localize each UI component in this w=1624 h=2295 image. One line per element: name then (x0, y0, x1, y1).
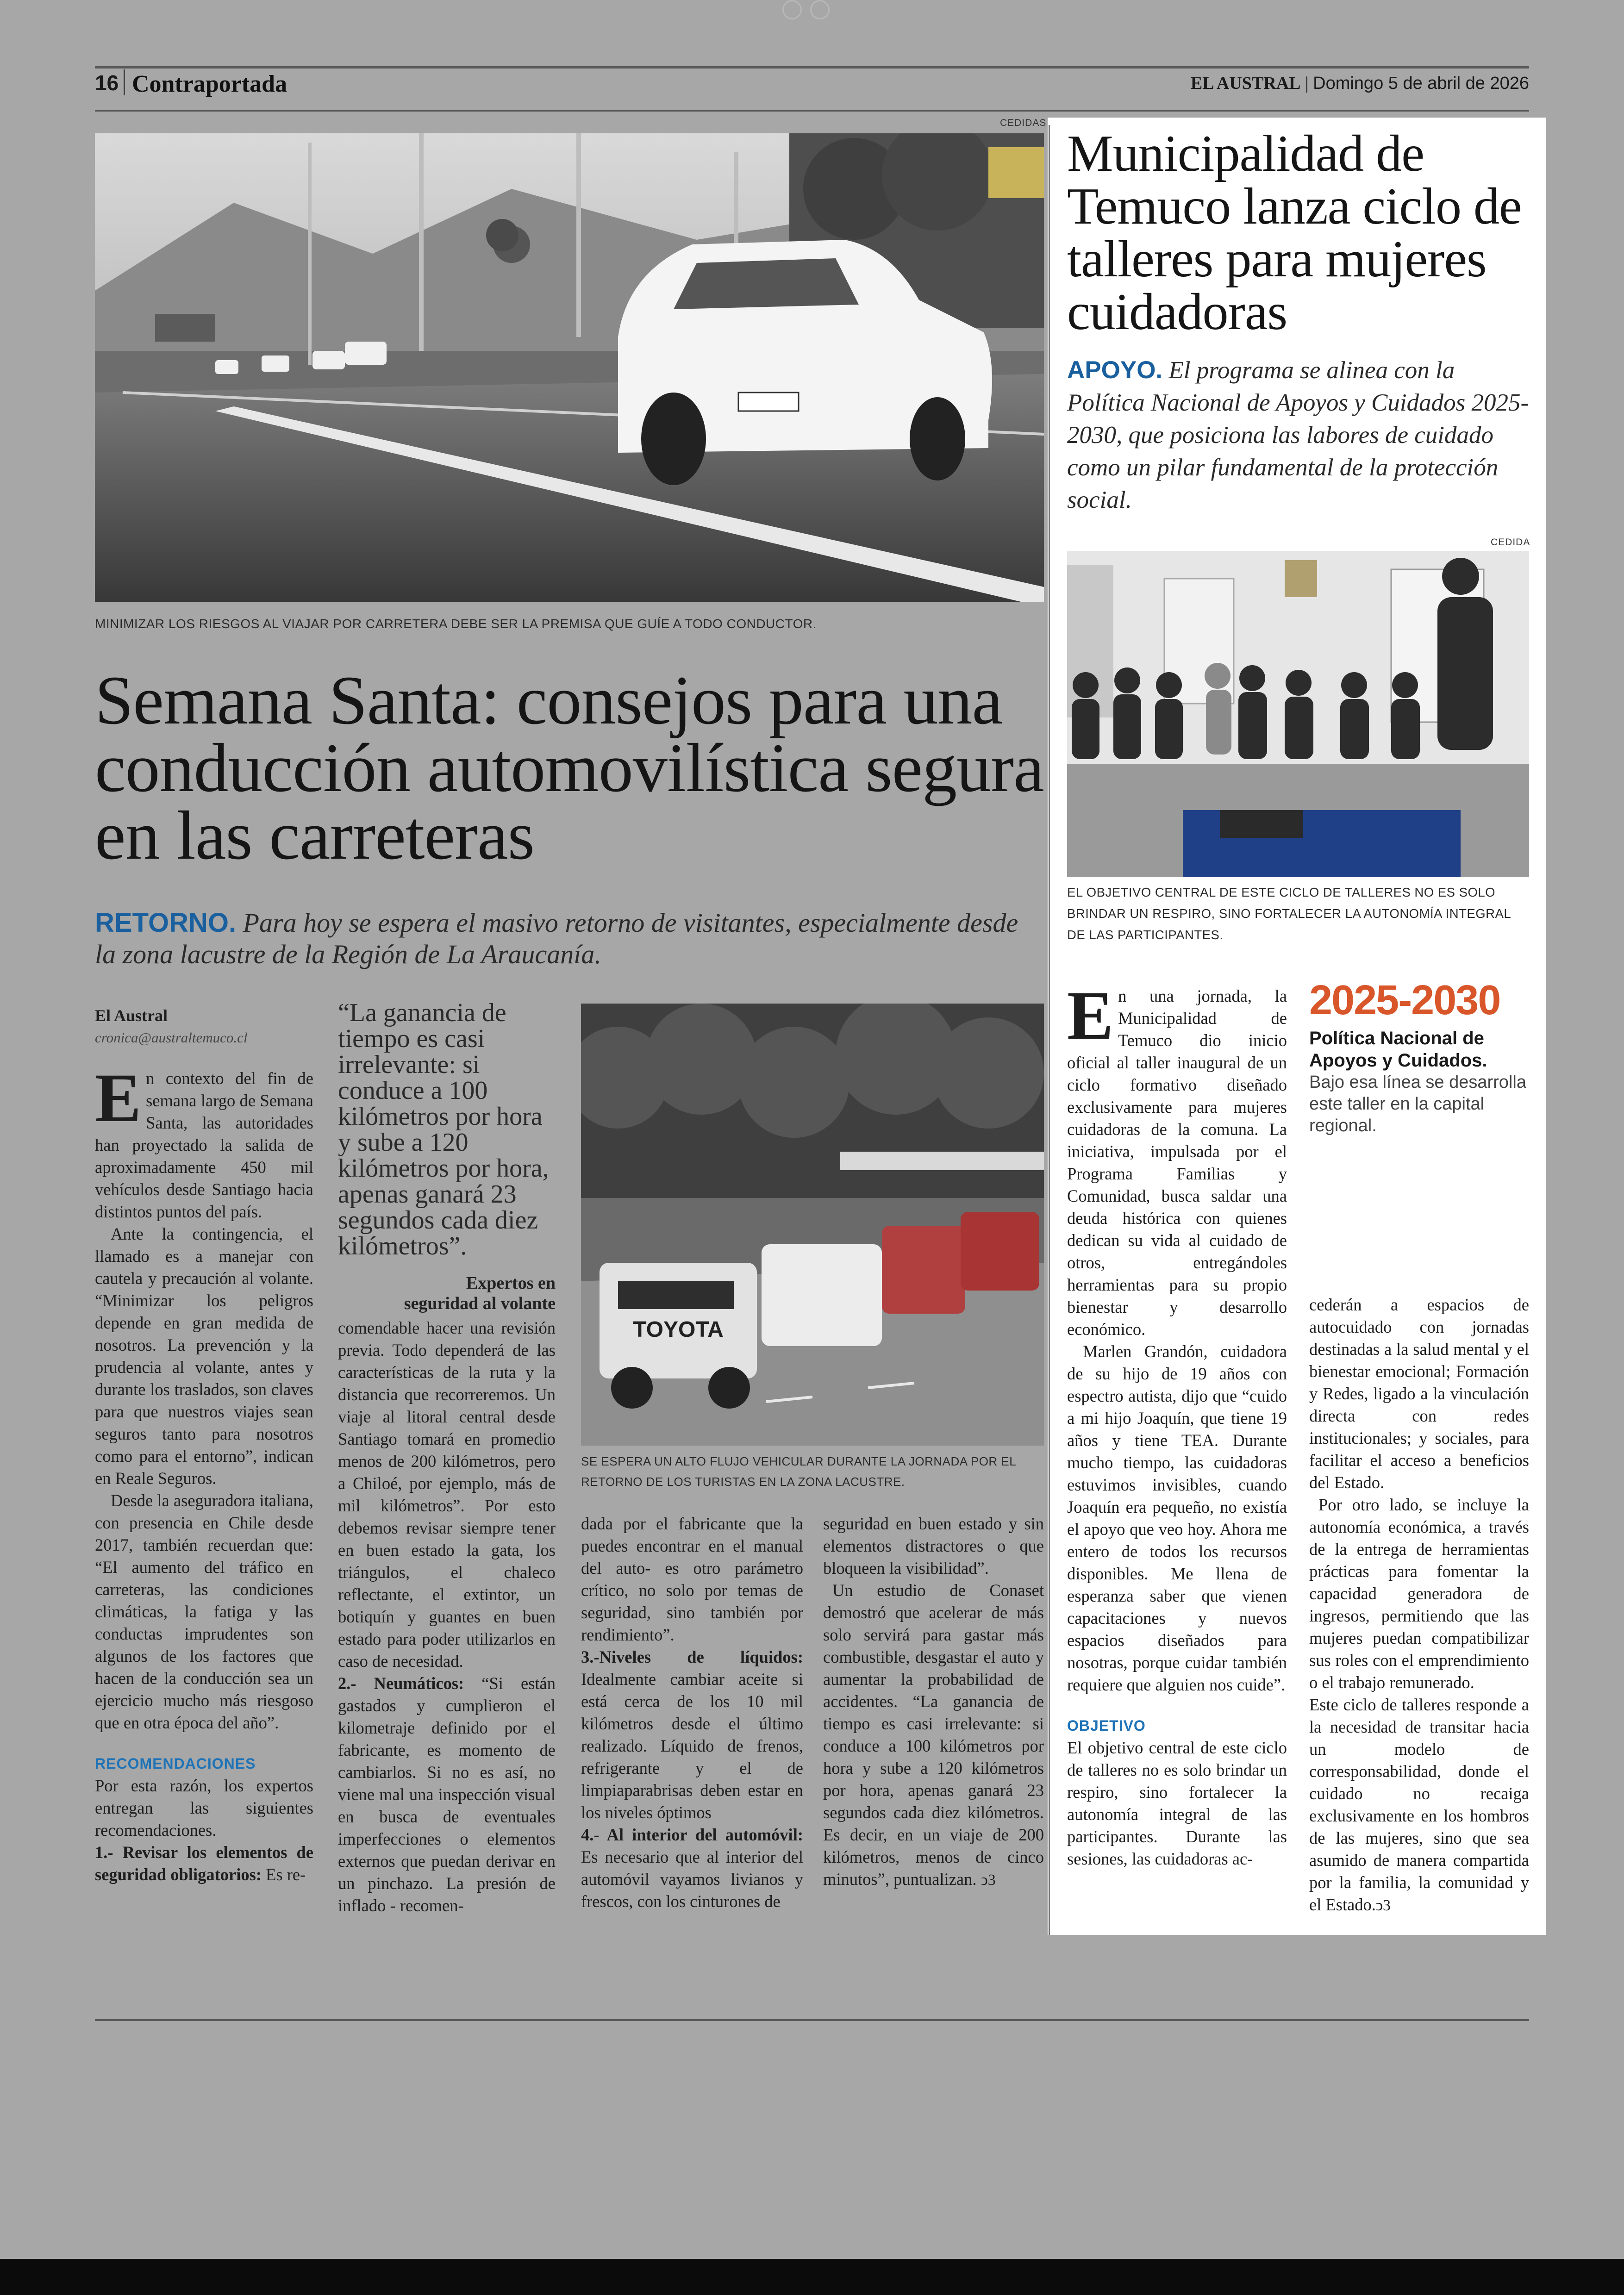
fact-number: 2025-2030 (1309, 977, 1500, 1023)
photo-credit: CEDIDAS (1000, 118, 1047, 128)
article-headline: Semana Santa: consejos para una conducción automovilística segura en las carreteras (95, 662, 1044, 874)
sidebar-headline: Municipalidad de Temuco lanza ciclo de talleres para mujeres cuidadoras (1067, 125, 1522, 341)
fact-box (1309, 977, 1531, 1137)
paragraph (1309, 1694, 1529, 1917)
paragraph: cederán a espacios de autocuidado con jornadas destinadas a la salud mental y el bienestar emocional; Formación y Redes, ligado a la vinculación directa con redes institucionales; y sociales, para facilitar el acceso a beneficios del Estado. (1309, 1295, 1529, 1492)
dropcap: E (95, 1060, 142, 1136)
issue-date: Domingo 5 de abril de 2026 (1313, 74, 1529, 93)
article-column-4 (823, 1513, 1044, 1891)
workshop-photo (1067, 551, 1529, 877)
newspaper-name: EL AUSTRAL (1190, 74, 1301, 93)
paragraph: n contexto del fin de semana largo de Semana Santa, las autoridades han proyectado la salida de aproximadamente 450 mil vehículos desde Santiago hacia distintos puntos del país. (95, 1069, 313, 1221)
dropcap: E (1067, 977, 1114, 1054)
list-item-text: Idealmente cambiar aceite si está cerca de los 10 mil kilómetros desde el último realizado. Líquido de frenos, refrigerante y el de limpiaparabrisas deben estar en los niveles óptimos (581, 1670, 803, 1822)
lede-text: El programa se alinea con la Política Nacional de Apoyos y Cuidados 2025-2030, que posiciona las labores de cuidado como un pilar fundamental de la protección social. (1067, 357, 1529, 513)
paragraph: seguridad en buen estado y sin elementos distractores o que bloqueen la visibilidad”. (823, 1514, 1044, 1578)
list-item-text: “Si están gastados y cumplieron el kilometraje definido por el fabricante, es momento de cambiarlos. Si no es así, no viene mal una inspección visual en busca de eventuales imperfecciones o elementos externos que puedan derivar en un pinchazo. La presión de inflado - recomen- (338, 1674, 556, 1915)
pull-quote-source (338, 1273, 556, 1314)
subheading: RECOMENDACIONES (95, 1755, 256, 1772)
paragraph: Por otro lado, se incluye la autonomía económica, a través de la entrega de herramientas prácticas para fomentar la capacidad generadora de ingresos, permitiendo que las mujeres puedan compatibilizar sus roles con el emprendimiento o el trabajo remunerado. (1309, 1495, 1529, 1692)
photo-caption: MINIMIZAR LOS RIESGOS AL VIAJAR POR CARRETERA DEBE SER LA PREMISA QUE GUÍE A TODO CONDUCTOR. (95, 617, 817, 631)
list-item-title: 1.- Revisar los elementos de seguridad obligatorios: (95, 1843, 313, 1884)
end-mark-icon: ↄ3 (1375, 1897, 1391, 1914)
header-top-rule (95, 66, 1529, 69)
pull-quote: “La ganancia de tiempo es casi irrelevante: si conduce a 100 kilómetros por hora y sube a 120 kilómetros por hora, apenas ganará 23 segundos cada diez kilómetros”. (338, 998, 549, 1260)
byline-email[interactable]: cronica@australtemuco.cl (95, 1029, 248, 1046)
fact-note: Bajo esa línea se desarrolla este taller en la capital regional. (1309, 1073, 1526, 1135)
paragraph: Ante la contingencia, el llamado es a manejar con cautela y precaución al volante. “Minimizar los peligros depende en gran medida de nosotros. La prevención y la prudencia al volante, antes y durante los traslados, son claves para que nuestros viajes sean seguros tanto para nosotros como para el entorno”, indican en Reale Seguros. (95, 1224, 313, 1488)
subheading: OBJETIVO (1067, 1717, 1146, 1734)
paragraph (95, 1841, 313, 1886)
photo-caption: SE ESPERA UN ALTO FLUJO VEHICULAR DURANTE LA JORNADA POR EL RETORNO DE LOS TURISTAS EN LA ZONA LACUSTRE. (581, 1454, 1016, 1489)
paragraph (823, 1579, 1044, 1891)
paragraph (581, 1824, 803, 1913)
pager-dot-prev[interactable] (782, 0, 802, 19)
paragraph: El objetivo central de este ciclo de talleres no es solo brindar un respiro, sino fortalecer la autonomía integral de las participantes. Durante las sesiones, las cuidadoras ac- (1067, 1738, 1287, 1868)
paragraph-text: Este ciclo de talleres responde a la necesidad de transitar hacia un modelo de corresponsabilidad, donde el cuidado no recaiga exclusivamente en los hombros de las mujeres, sino que sea asumido de manera compartida por la familia, la comunidad y el Estado. (1309, 1695, 1529, 1914)
footer-rule (95, 2019, 1529, 2021)
paragraph: dada por el fabricante que la puedes encontrar en el manual del auto- es otro parámetro crítico, no solo por temas de seguridad, sino también por rendimiento”. (581, 1514, 803, 1644)
page-number: 16 (95, 71, 119, 95)
article-column-2 (338, 1317, 556, 1917)
sidebar-column-2 (1309, 1294, 1529, 1917)
paragraph-text: Un estudio de Conaset demostró que acelerar de más solo servirá para gastar más combustible, desgastar el auto y aumentar la probabilidad de accidentes. “La ganancia de tiempo es casi irrelevante: si conduce a 100 kilómetros por hora y sube a 120 kilómetros por hora, apenas ganará 23 segundos cada diez kilómetros. Es decir, en un viaje de 200 kilómetros, menos de cinco minutos”, puntualizan. (823, 1581, 1044, 1889)
paragraph: Por esta razón, los expertos entregan las siguientes recomendaciones. (95, 1776, 313, 1840)
end-mark-icon: ↄ3 (981, 1871, 996, 1889)
byline-author: El Austral (95, 1006, 168, 1025)
svg-text:TOYOTA: TOYOTA (633, 1317, 724, 1342)
paragraph: n una jornada, la Municipalidad de Temuco dio inicio oficial al taller inaugural de un ciclo formativo diseñado exclusivamente para mujeres cuidadoras de la comuna. La iniciativa, impulsada por el Programa Familias y Comunidad, busca saldar una deuda histórica con quienes dedican su vida al cuidado de otros, entregándoles herramientas para su propio bienestar y desarrollo económico. (1067, 986, 1287, 1339)
page-pager[interactable] (782, 0, 838, 14)
article-lede (95, 907, 1044, 970)
lede-kicker: APOYO. (1067, 356, 1163, 384)
masthead: EL AUSTRAL | Domingo 5 de abril de 2026 (1190, 74, 1529, 93)
highway-photo-illustration (95, 133, 1044, 602)
list-item-title: 4.- Al interior del automóvil: (581, 1825, 803, 1844)
sidebar-column-1 (1067, 977, 1287, 1870)
list-item-text: Es re- (266, 1865, 306, 1884)
lede-text: Para hoy se espera el masivo retorno de visitantes, especialmente desde la zona lacustre de la Región de La Araucanía. (95, 908, 1018, 969)
article-column-3 (581, 1513, 803, 1913)
header-bottom-rule (95, 110, 1529, 112)
section-title: Contraportada (132, 71, 287, 97)
list-item-text: Es necesario que al interior del automóvil vayamos livianos y frescos, con los cinturones de (581, 1847, 803, 1911)
toll-plaza-photo (581, 1004, 1044, 1446)
toll-plaza-illustration (581, 1004, 1044, 1446)
paragraph: comendable hacer una revisión previa. Todo dependerá de las características de la ruta y la distancia que recorreremos. Un viaje al litoral central desde Santiago tomará en promedio menos de 200 kilómetros, pero a Chiloé, por ejemplo, más de mil kilómetros”. Por esto debemos revisar siempre tener en buen estado la gata, los triángulos, el chaleco reflectante, el extintor, un botiquín y guantes en buen estado para poder utilizarlos en caso de necesidad. (338, 1318, 556, 1671)
list-item-title: 2.- Neumáticos: (338, 1674, 464, 1693)
paragraph: Desde la aseguradora italiana, con presencia en Chile desde 2017, también recuerdan que: “El aumento del tráfico en carreteras, las condiciones climáticas, la fatiga y las conductas imprudentes son algunos de los factores que hacen de la conducción sea un ejercicio mucho más riesgoso que en otra época del año”. (95, 1491, 313, 1732)
header-separator (124, 69, 125, 95)
column-divider (1049, 125, 1050, 1935)
viewer-bottom-bar (0, 2259, 1624, 2295)
article-column-1 (95, 1004, 313, 1886)
photo-credit: CEDIDA (1491, 537, 1530, 548)
paragraph (581, 1646, 803, 1824)
photo-caption: EL OBJETIVO CENTRAL DE ESTE CICLO DE TALLERES NO ES SOLO BRINDAR UN RESPIRO, SINO FORTALECER LA AUTONOMÍA INTEGRAL DE LAS PARTICIPANTES. (1067, 885, 1511, 942)
fact-title: Política Nacional de Apoyos y Cuidados. (1309, 1028, 1487, 1071)
workshop-illustration (1067, 551, 1529, 877)
pull-quote-source-line: Expertos en (466, 1273, 556, 1293)
paragraph (338, 1672, 556, 1917)
lede-kicker: RETORNO. (95, 908, 237, 938)
pull-quote-block (338, 1000, 556, 1314)
paragraph: Marlen Grandón, cuidadora de su hijo de 19 años con espectro autista, dijo que “cuido a mi hijo Joaquín, que tiene 19 años y tiene TEA. Durante mucho tiempo, las cuidadoras estuvimos invisibles, cuando Joaquín era pequeño, no existía el apoyo que veo hoy. Ahora me entero de todos los recursos disponibles. Me llena de esperanza saber que vienen capacitaciones y nuevos espacios diseñados para nosotras, porque cuidar también requiere que alguien nos cuide”. (1067, 1342, 1287, 1694)
sidebar-lede (1067, 354, 1535, 516)
highway-photo (95, 133, 1044, 602)
pull-quote-source-line: seguridad al volante (404, 1294, 556, 1313)
list-item-title: 3.-Niveles de líquidos: (581, 1647, 803, 1666)
pager-dot-next[interactable] (810, 0, 830, 19)
